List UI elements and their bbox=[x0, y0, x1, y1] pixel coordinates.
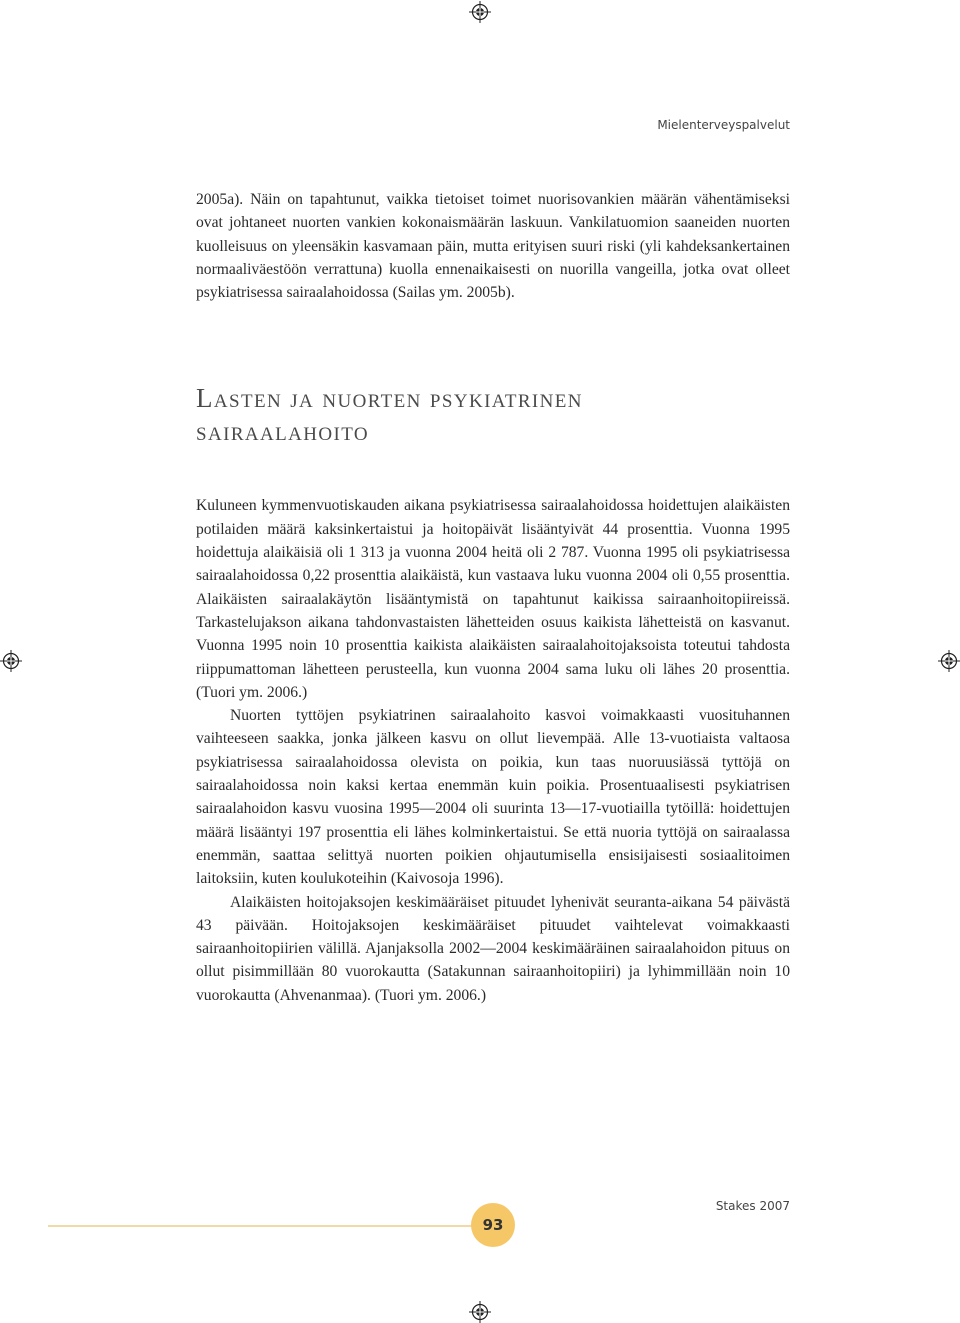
footer-rule bbox=[48, 1225, 478, 1227]
registration-mark-left-icon bbox=[0, 650, 22, 672]
registration-mark-right-icon bbox=[938, 650, 960, 672]
page-body bbox=[196, 188, 790, 1007]
registration-mark-top-icon bbox=[469, 1, 491, 23]
publisher-label: Stakes 2007 bbox=[715, 1199, 790, 1213]
body-paragraph-1: Kuluneen kymmenvuotiskauden aikana psykiatrisessa sairaalahoidossa hoidettujen alaikäisten potilaiden määrä kaksinkertaistui ja hoitopäivät lisääntyivät 44 prosenttia. Vuonna 1995 hoidettuja alaikäisiä oli 1 313 ja vuonna 2004 heitä oli 2 787. Vuonna 1995 oli psykiatrisessa sairaalahoidossa 0,22 prosenttia alaikäistä, kun vastaava luku vuonna 2004 oli 0,55 prosenttia. Alaikäisten sairaalakäytön lisääntymistä on tapahtunut kaikissa sairaanhoitopiireissä. Tarkastelujakson aikana tahdonvastaisten lähetteiden osuus kaikista lähetteistä on kasvanut. Vuonna 1995 noin 10 prosenttia kaikista alaikäisten sairaalahoitojaksoista toteutui tahdosta riippumattoman lähetteen perusteella, kun vuonna 2004 sama luku oli lähes 20 prosenttia. (Tuori ym. 2006.) bbox=[196, 497, 790, 701]
body-paragraph-2: Nuorten tyttöjen psykiatrinen sairaalahoito kasvoi voimakkaasti vuosituhannen vaihteeseen saakka, jonka jälkeen kasvu on ollut lievempää. Alle 13-vuotiaista valtaosa psykiatrisessa sairaalahoidossa olevista on poikia, kun taas nuoruusiässä tyttöjä on sairaalahoidossa noin kaksi kertaa enemmän kuin poikia. Prosentuaalisesti psykiatrisen sairaalahoidon kasvu vuosina 1995—2004 oli suurinta 13—17-vuotiailla tytöillä: hoidettujen määrä lisääntyi 197 prosenttia eli lähes kolminkertaistui. Se että nuoria tyttöjä on sairaalassa enemmän, saattaa selittyä nuorten poikien ohjautumisella ensisijaisesti sosiaalitoimen laitoksiin, kuten koulukoteihin (Kaivosoja 1996). bbox=[196, 707, 790, 888]
section-heading: Lasten ja nuorten psykiatrinen sairaalahoito bbox=[196, 383, 583, 447]
running-header: Mielenterveyspalvelut bbox=[657, 118, 790, 132]
page-number-badge: 93 bbox=[471, 1203, 515, 1247]
body-paragraph-3: Alaikäisten hoitojaksojen keskimääräiset pituudet lyhenivät seuranta-aikana 54 päivästä 43 päivään. Hoitojaksojen keskimääräiset pituudet vaihtelevat voimakkaasti sairaanhoitopiirien välillä. Ajanjaksolla 2002—2004 keskimääräinen sairaalahoidon pituus on ollut pisimmillään 80 vuorokautta (Satakunnan sairaanhoitopiiri) ja lyhimmillään noin 10 vuorokautta (Ahvenanmaa). (Tuori ym. 2006.) bbox=[196, 893, 790, 1004]
intro-paragraph: 2005a). Näin on tapahtunut, vaikka tietoiset toimet nuorisovankien määrän vähentämiseksi ovat johtaneet nuorten vankien kokonaismäärän laskuun. Vankilatuomion saaneiden nuorten kuolleisuus on yleensäkin kasvamaan päin, mutta erityisen suuri riski (yli kahdeksankertainen normaaliväestöön verrattuna) kuolla ennenaikaisesti on nuorilla vangeilla, jotka ovat olleet psykiatrisessa sairaalahoidossa (Sailas ym. 2005b). bbox=[196, 191, 790, 302]
registration-mark-bottom-icon bbox=[469, 1301, 491, 1323]
